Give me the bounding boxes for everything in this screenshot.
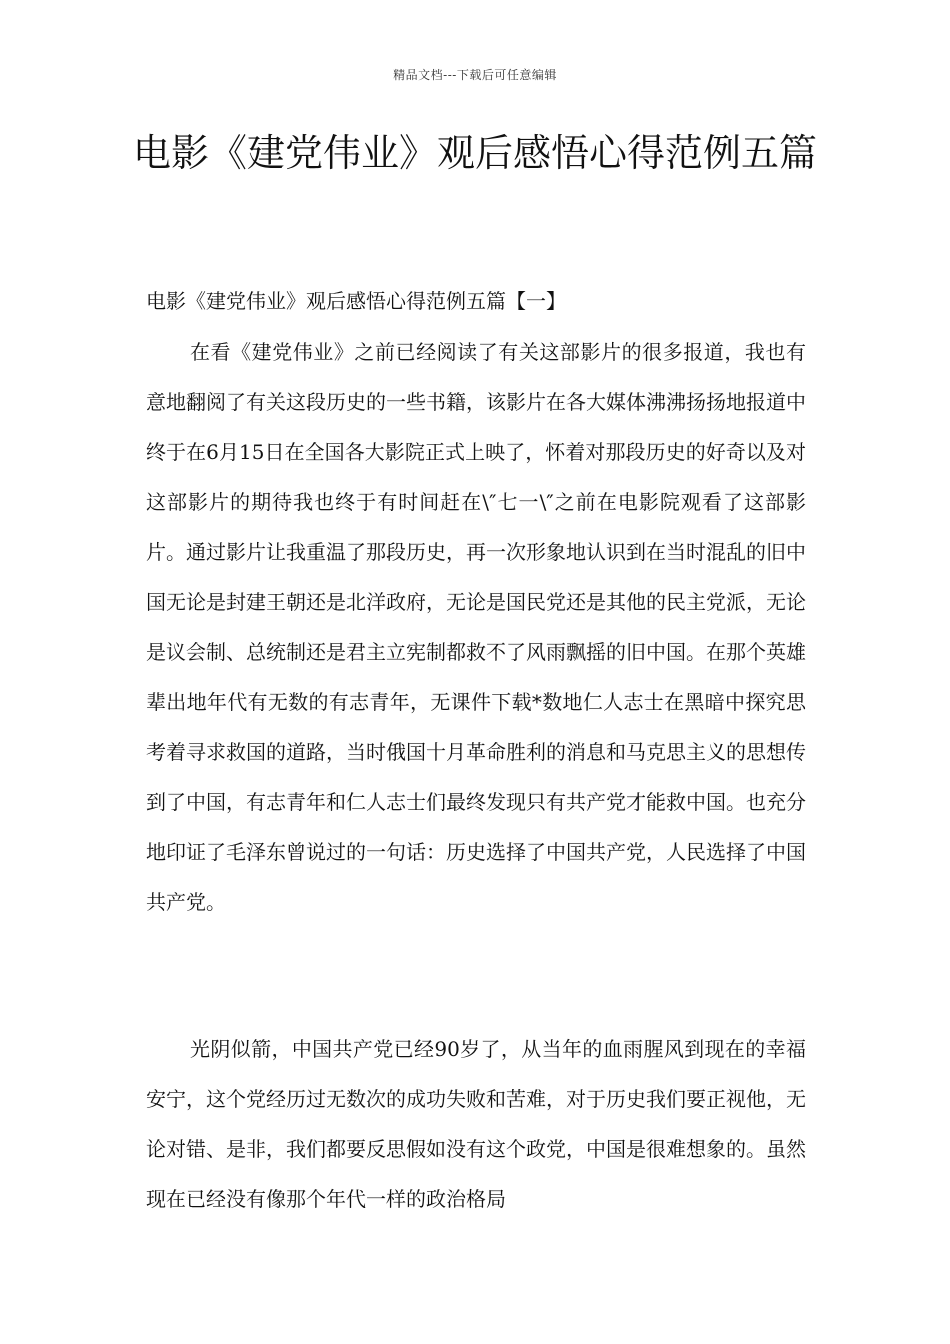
document-title: 电影《建党伟业》观后感悟心得范例五篇	[132, 131, 817, 175]
body-paragraph-1: 在看《建党伟业》之前已经阅读了有关这部影片的很多报道，我也有意地翻阅了有关这段历史的一些书籍，该影片在各大媒体沸沸扬扬地报道中终于在6月15日在全国各大影院正式上映了，怀着对那段历史的好奇以及对这部影片的期待我也终于有时间赶在\″七一\″之前在电影院观看了这部影片。通过影片让我重温了那段历史，再一次形象地认识到在当时混乱的旧中国无论是封建王朝还是北洋政府，无论是国民党还是其他的民主党派，无论是议会制、总统制还是君主立宪制都救不了风雨飘摇的旧中国。在那个英雄辈出地年代有无数的有志青年，无课件下载*数地仁人志士在黑暗中探究思考着寻求救国的道路，当时俄国十月革命胜利的消息和马克思主义的思想传到了中国，有志青年和仁人志士们最终发现只有共产党才能救中国。也充分地印证了毛泽东曾说过的一句话：历史选择了中国共产党，人民选择了中国共产党。	[146, 340, 806, 914]
body-paragraph-2: 光阴似箭，中国共产党已经90岁了，从当年的血雨腥风到现在的幸福安宁，这个党经历过无数次的成功失败和苦难，对于历史我们要正视他，无论对错、是非，我们都要反思假如没有这个政党，中国是很难想象的。虽然现在已经没有像那个年代一样的政治格局	[146, 1037, 806, 1211]
section-heading: 电影《建党伟业》观后感悟心得范例五篇【一】	[146, 289, 566, 313]
header-note: 精品文档---下载后可任意编辑	[393, 68, 557, 82]
